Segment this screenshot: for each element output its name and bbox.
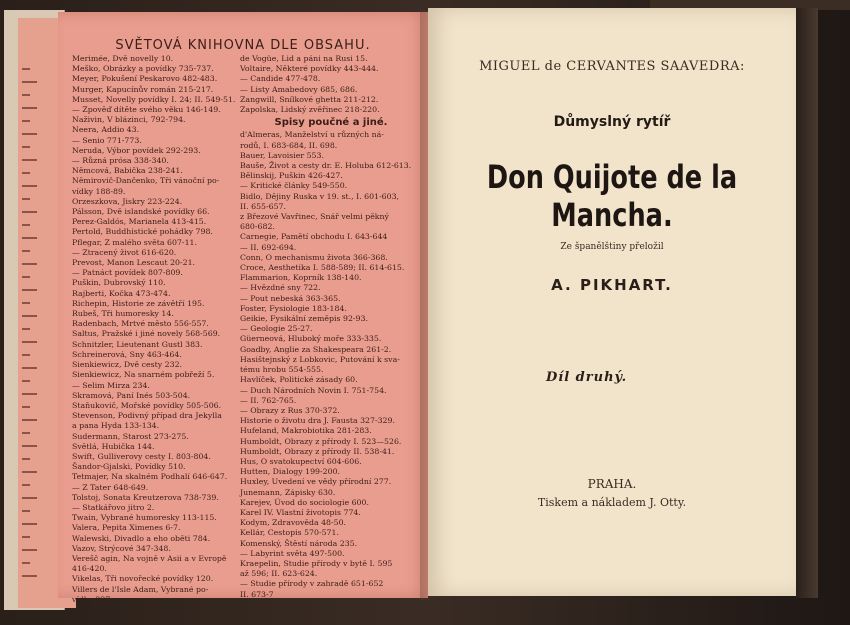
catalogue-entry: Humboldt, Obrazy z přírody I. 523—526. (240, 436, 402, 446)
catalogue-entry: Hus, O svatokupectví 604-606. (240, 456, 362, 466)
catalogue-entry: Humboldt, Obrazy z přírody II. 538-41. (240, 446, 395, 456)
catalogue-entry: vídky 227. (72, 594, 113, 604)
publication-city: PRAHA. (587, 477, 637, 491)
catalogue-entry: Skramová, Paní Inés 503-504. (72, 390, 191, 400)
underlying-text-line (22, 289, 37, 291)
catalogue-entry: vídky 188-89. (72, 186, 126, 196)
catalogue-entry: Tetmajer, Na skalném Podhalí 646-647. (72, 472, 228, 482)
catalogue-entry: Musset, Novelly povídky I. 24; II. 549-51. (72, 94, 236, 104)
underlying-text-line (22, 380, 30, 382)
catalogue-entry: — Kritické články 549-550. (240, 181, 348, 191)
title-page (428, 8, 796, 596)
catalogue-entry: — II. 692-694. (240, 242, 297, 252)
author-name: MIGUEL de CERVANTES SAAVEDRA: (479, 59, 745, 74)
catalogue-entry: Pálsson, Dvě islandské povídky 66. (72, 207, 210, 217)
catalogue-entry: Šandor-Gjalski, Povídky 510. (72, 462, 186, 472)
catalogue-entry: Sudermann, Starost 273-275. (72, 431, 189, 441)
catalogue-entry: — Senio 771-773. (72, 135, 142, 145)
catalogue-entry: — Různá prósa 338-340. (72, 156, 169, 166)
catalogue-entry: Hufeland, Makrobiotika 281-283. (240, 426, 372, 436)
catalogue-entry: Schreinerová, Sny 463-464. (72, 349, 182, 359)
catalogue-entry: Havlíček, Politické zásady 60. (240, 375, 358, 385)
section-header: Spisy poučné a jiné. (274, 117, 388, 129)
underlying-text-line (22, 458, 30, 460)
catalogue-entry: 680-682. (240, 222, 275, 232)
catalogue-entry: z Březové Vavřinec, Snář velmi pěkný (240, 212, 389, 222)
catalogue-entry: Foster, Fysiologie 183-184. (240, 303, 347, 313)
book-title: Don Quijote de la Mancha. (486, 158, 738, 234)
catalogue-entry: Bauer, Lavoisier 553. (240, 150, 324, 160)
catalogue-entry: Naživin, V blázinci, 792-794. (72, 115, 186, 125)
catalogue-entry: — Obrazy z Rus 370-372. (240, 405, 340, 415)
catalogue-entry: Hutten, Dialogy 199-200. (240, 467, 341, 477)
catalogue-entry: de Vogüe, Lid a páni na Rusi 15. (240, 54, 368, 63)
catalogue-entry: Meško, Obrázky a povídky 735-737. (72, 64, 214, 74)
catalogue-entry: Kellár, Cestopis 570-571. (240, 528, 339, 538)
catalogue-entry: Richepin, Historie ze závětří 195. (72, 298, 205, 308)
catalogue-entry: Voltaire, Některé povídky 443-444. (240, 64, 379, 74)
underlying-text-line (22, 224, 30, 226)
catalogue-header: SVĚTOVÁ KNIHOVNA DLE OBSAHU. (115, 38, 371, 53)
catalogue-entry: II. 673-7 (240, 589, 274, 599)
catalogue-entry: — Listy Amabedovy 685, 686. (240, 84, 358, 94)
catalogue-entry: Neruda, Výbor povídek 292-293. (72, 145, 201, 155)
catalogue-entry: Zapolska, Lidský zvěřinec 218-220. (240, 105, 380, 115)
catalogue-entry: Goadby, Anglie za Shakespeara 261-2. (240, 344, 392, 354)
catalogue-entry: Orzeszkova, Jiskry 223-224. (72, 196, 183, 206)
catalogue-entry: Staňukovič, Mořské povídky 505-506. (72, 400, 222, 410)
catalogue-entry: — Pout nebeská 363-365. (240, 293, 341, 303)
catalogue-entry: Meyer, Pokušení Peskarovo 482-483. (72, 74, 218, 84)
catalogue-entry: Conn, O mechanismu života 366-368. (240, 252, 388, 262)
catalogue-entry: Valera, Pepita Ximenes 6-7. (72, 523, 181, 533)
catalogue-entry: rodů, I. 683-684, II. 698. (240, 140, 338, 150)
catalogue-entry: Historie o životu dra J. Fausta 327-329. (240, 416, 395, 426)
catalogue-entry: — Patnáct povídek 807-809. (72, 268, 183, 278)
catalogue-entry: Bauše, Život a cesty dr. E. Holuba 612-613. (240, 161, 412, 171)
catalogue-entry: Verešč agin, Na vojně v Asii a v Evropě (72, 553, 227, 563)
catalogue-entry: — Geologie 25-27. (240, 324, 313, 334)
catalogue-entry: 416-420. (72, 564, 107, 574)
catalogue-entry: Kodym, Zdravověda 48-50. (240, 518, 347, 528)
catalogue-left-column (72, 54, 244, 605)
underlying-text-line (22, 328, 30, 330)
catalogue-entry: až 596; II. 623-624. (240, 569, 318, 579)
underlying-text-line (22, 393, 37, 395)
publisher-line: Tiskem a nákladem J. Otty. (537, 496, 687, 509)
translation-note: Ze španělštiny přeložil (560, 242, 664, 252)
catalogue-entry: — Ztracený život 616-620. (72, 247, 177, 257)
catalogue-entry: Twain, Vybrané humoresky 113-115. (72, 513, 217, 523)
catalogue-entry: Güerneová, Hluboký moře 333-335. (240, 334, 382, 344)
underlying-text-line (22, 133, 37, 135)
underlying-text-line (22, 536, 30, 538)
catalogue-entry: Pertold, Buddhistické pohádky 798. (72, 227, 213, 237)
underlying-text-line (22, 562, 30, 564)
catalogue-entry: Komenský, Štěstí národa 235. (240, 538, 358, 548)
catalogue-entry: Kraepelin, Studie přírody v bytě I. 595 (240, 558, 393, 568)
underlying-text-line (22, 211, 37, 213)
catalogue-entry: Karejev, Úvod do sociologie 600. (240, 497, 369, 507)
catalogue-entry: d'Almeras, Manželství u různých ná- (240, 130, 384, 140)
catalogue-entry: Tolstoj, Sonata Kreutzerova 738-739. (72, 492, 219, 502)
catalogue-entry: Saltus, Pražské i jiné novely 568-569. (72, 329, 221, 339)
underlying-text-line (22, 302, 30, 304)
back-cover-edge (796, 8, 818, 598)
catalogue-entry: Prevost, Manon Lescaut 20-21. (72, 258, 196, 268)
underlying-text-line (22, 185, 37, 187)
underlying-text-line (22, 68, 30, 70)
catalogue-entry: Sienkiewicz, Na snarném pobřeží 5. (72, 370, 215, 380)
catalogue-entry: Rajberti, Kočka 473-474. (72, 288, 171, 298)
catalogue-entry: Puškin, Dubrovský 110. (72, 278, 166, 288)
catalogue-entry: Carnegie, Pamětí obchodu I. 643-644 (240, 232, 388, 242)
catalogue-entry: Zangwill, Snílkové ghetta 211-212. (240, 94, 379, 104)
underlying-text-line (22, 159, 37, 161)
catalogue-entry: II. 655-657. (240, 201, 286, 211)
catalogue-entry: a pana Hyda 133-134. (72, 421, 160, 431)
underlying-text-line (22, 367, 37, 369)
catalogue-entry: Walewski, Divadlo a eho oběti 784. (72, 533, 211, 543)
catalogue-entry: — II. 762-765. (240, 395, 297, 405)
left-page-catalogue (58, 12, 428, 604)
catalogue-entry: Hasištejnský z Lobkovic, Putování k sva- (240, 354, 400, 364)
underlying-text-line (22, 575, 37, 577)
underlying-text-line (22, 250, 30, 252)
catalogue-entry: — Hvězdné sny 722. (240, 283, 321, 293)
catalogue-entry: Vazov, Strýcové 347-348. (72, 543, 171, 553)
subtitle: Důmyslný rytíř (553, 114, 671, 130)
catalogue-entry: Stevenson, Podivný případ dra Jekylla (72, 411, 222, 421)
catalogue-entry: Bidlo, Dějiny Ruska v 19. st., I. 601-603, (240, 191, 400, 201)
underlying-text-line (22, 432, 30, 434)
catalogue-entry: Rubeš, Tři humoresky 14. (72, 309, 174, 319)
volume-label: Díl druhý. (546, 370, 628, 385)
catalogue-entry: — Candide 477-478. (240, 74, 321, 84)
underlying-text-line (22, 497, 37, 499)
catalogue-entry: Murger, Kapucínův román 215-217. (72, 84, 214, 94)
underlying-text-line (22, 406, 30, 408)
underlying-text-line (22, 146, 30, 148)
catalogue-entry: Radenbach, Mrtvé město 556-557. (72, 319, 209, 329)
catalogue-entry: Swift, Gulliverovy cesty I. 803-804. (72, 451, 211, 461)
catalogue-right-column (240, 54, 422, 600)
catalogue-entry: Villers de l'Isle Adam, Vybrané po- (72, 584, 209, 594)
underlying-text-line (22, 484, 30, 486)
catalogue-entry: Němirovič-Dančenko, Tři vánoční po- (72, 176, 220, 186)
catalogue-entry: Sienkiewicz, Dvě cesty 232. (72, 360, 183, 370)
catalogue-entry: Huxley, Uvedení ve vědy přírodní 277. (240, 477, 392, 487)
catalogue-entry: Croce, Aesthetika I. 588-589; II. 614-615. (240, 263, 405, 273)
catalogue-entry: Pflegar, Z malého světa 607-11. (72, 237, 197, 247)
catalogue-entry: — Z Tater 648-649. (72, 482, 149, 492)
underlying-text-line (22, 354, 30, 356)
underlying-text-line (22, 263, 37, 265)
catalogue-entry: Karel IV. Vlastní životopis 774. (240, 507, 361, 517)
underlying-text-line (22, 510, 30, 512)
catalogue-entry: Merimée, Dvě novelly 10. (72, 54, 174, 63)
catalogue-entry: — Statkářovo jitro 2. (72, 502, 155, 512)
underlying-text-line (22, 107, 37, 109)
catalogue-entry: Bělinskij, Puškin 426-427. (240, 171, 343, 181)
underlying-text-line (22, 198, 30, 200)
catalogue-entry: — Selim Mirza 234. (72, 380, 150, 390)
catalogue-entry: — Duch Národních Novin I. 751-754. (240, 385, 387, 395)
catalogue-entry: Vikelas, Tři novořecké povídky 120. (72, 574, 214, 584)
underlying-text-line (22, 549, 37, 551)
underlying-text-line (22, 445, 37, 447)
underlying-text-line (22, 471, 37, 473)
catalogue-entry: — Studie přírody v zahradě 651-652 (240, 579, 384, 589)
catalogue-entry: Geikie, Fysikální zeměpis 92-93. (240, 314, 368, 324)
catalogue-entry: Němcová, Babička 238-241. (72, 166, 183, 176)
catalogue-entry: tému hrobu 554-555. (240, 365, 324, 375)
underlying-text-line (22, 276, 30, 278)
translator-name: A. PIKHART. (551, 276, 673, 294)
catalogue-entry: Schnitzler, Lieutenant Gustl 383. (72, 339, 203, 349)
catalogue-entry: — Zpověď dítěte svého věku 146-149. (72, 105, 221, 115)
underlying-text-line (22, 172, 30, 174)
underlying-text-line (22, 341, 37, 343)
catalogue-entry: Junemann, Zápisky 630. (240, 487, 336, 497)
underlying-text-line (22, 237, 37, 239)
underlying-text-line (22, 81, 37, 83)
catalogue-entry: Světlá, Hubička 144. (72, 441, 155, 451)
underlying-text-line (22, 94, 30, 96)
catalogue-entry: — Labyrint světa 497-500. (240, 548, 345, 558)
catalogue-entry: Neera, Addio 43. (72, 125, 140, 135)
underlying-text-line (22, 419, 37, 421)
underlying-text-line (22, 523, 37, 525)
catalogue-entry: Flammarion, Koprník 138-140. (240, 273, 362, 283)
catalogue-entry: Perez-Galdós, Marianela 413-415. (72, 217, 207, 227)
underlying-text-line (22, 120, 30, 122)
underlying-text-line (22, 315, 37, 317)
